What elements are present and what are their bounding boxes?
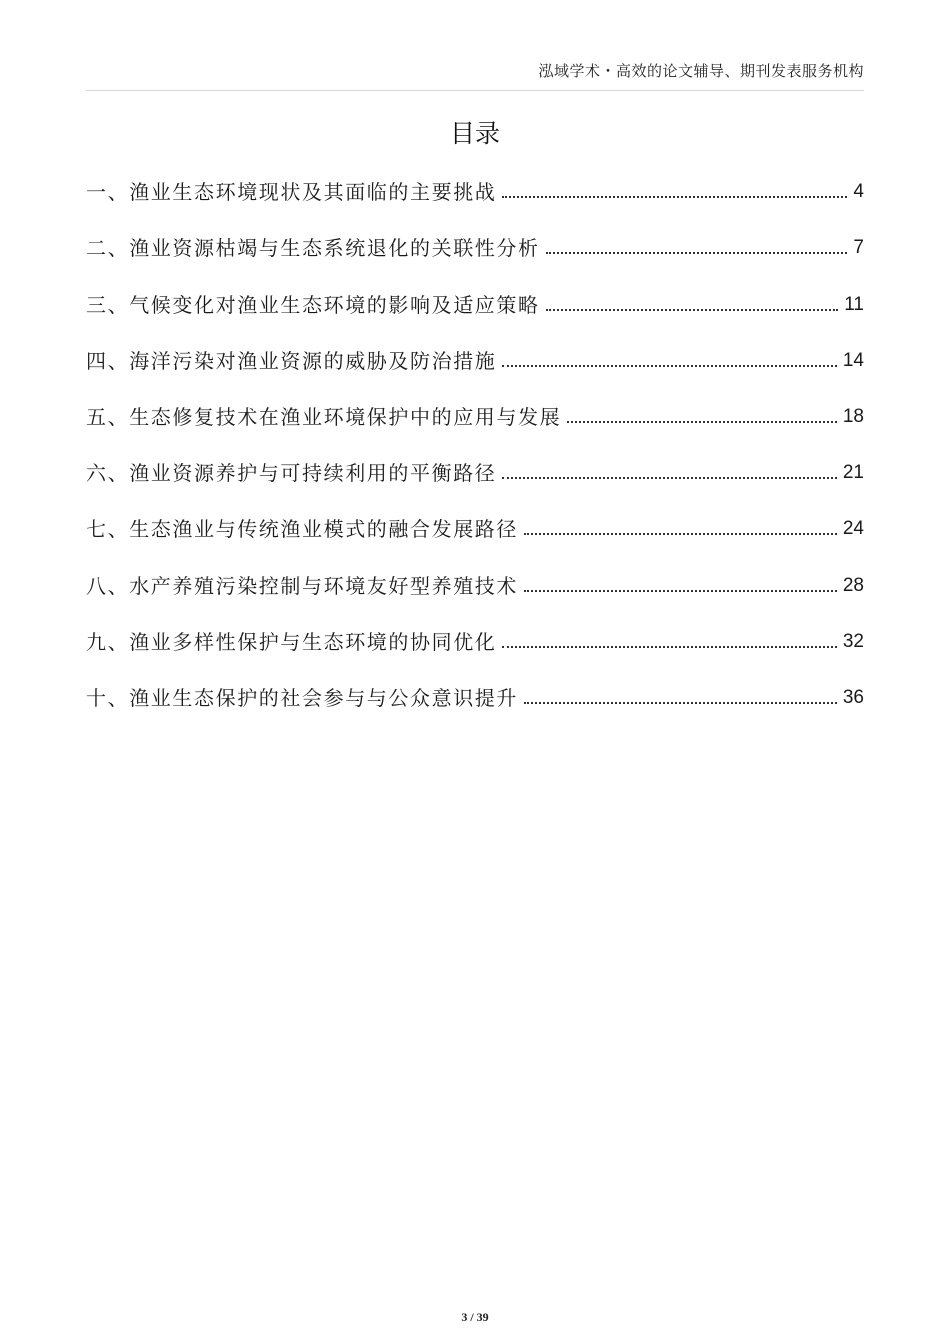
- toc-dot-leader: [524, 590, 837, 592]
- toc-item-7[interactable]: [86, 509, 864, 565]
- toc-item-10[interactable]: [86, 678, 864, 734]
- toc-item-page: 11: [844, 293, 864, 315]
- toc-dot-leader: [524, 702, 837, 704]
- toc-item-5[interactable]: [86, 397, 864, 453]
- toc-item-label: 六、渔业资源养护与可持续利用的平衡路径: [86, 461, 497, 486]
- toc-dot-leader: [546, 252, 848, 254]
- toc-item-label: 二、渔业资源枯竭与生态系统退化的关联性分析: [86, 236, 540, 261]
- toc-item-label: 十、渔业生态保护的社会参与与公众意识提升: [86, 685, 518, 710]
- toc-item-label: 五、生态修复技术在渔业环境保护中的应用与发展: [86, 404, 562, 429]
- toc-item-page: 36: [842, 686, 864, 708]
- toc-item-page: 7: [853, 237, 864, 259]
- toc-item-page: 24: [842, 518, 864, 540]
- toc-dot-leader: [524, 533, 837, 535]
- toc-item-2[interactable]: [86, 228, 864, 284]
- toc-item-4[interactable]: [86, 341, 864, 397]
- toc-item-label: 七、生态渔业与传统渔业模式的融合发展路径: [86, 517, 518, 542]
- toc-item-3[interactable]: [86, 284, 864, 340]
- toc-title: 目录: [449, 119, 500, 148]
- toc-item-page: 28: [842, 574, 864, 596]
- toc-dot-leader: [502, 646, 836, 648]
- table-of-contents: [86, 172, 864, 734]
- toc-dot-leader: [546, 309, 839, 311]
- toc-item-1[interactable]: [86, 172, 864, 228]
- toc-dot-leader: [502, 196, 847, 198]
- toc-item-page: 18: [842, 405, 864, 427]
- toc-item-label: 一、渔业生态环境现状及其面临的主要挑战: [86, 180, 497, 205]
- toc-dot-leader: [567, 421, 837, 423]
- toc-item-label: 三、气候变化对渔业生态环境的影响及适应策略: [86, 292, 540, 317]
- toc-item-9[interactable]: [86, 622, 864, 678]
- toc-item-page: 14: [842, 349, 864, 371]
- toc-item-6[interactable]: [86, 453, 864, 509]
- toc-item-page: 32: [842, 630, 864, 652]
- toc-dot-leader: [502, 477, 836, 479]
- toc-item-page: 21: [842, 462, 864, 484]
- toc-item-label: 四、海洋污染对渔业资源的威胁及防治措施: [86, 348, 497, 373]
- page-header: 泓域学术・高效的论文辅导、期刊发表服务机构: [538, 62, 864, 80]
- toc-item-label: 九、渔业多样性保护与生态环境的协同优化: [86, 629, 497, 654]
- toc-dot-leader: [502, 365, 836, 367]
- header-divider: [86, 90, 864, 91]
- page-number-footer: 3 / 39: [461, 1310, 489, 1324]
- toc-item-8[interactable]: [86, 565, 864, 621]
- toc-item-page: 4: [853, 181, 864, 203]
- toc-item-label: 八、水产养殖污染控制与环境友好型养殖技术: [86, 573, 518, 598]
